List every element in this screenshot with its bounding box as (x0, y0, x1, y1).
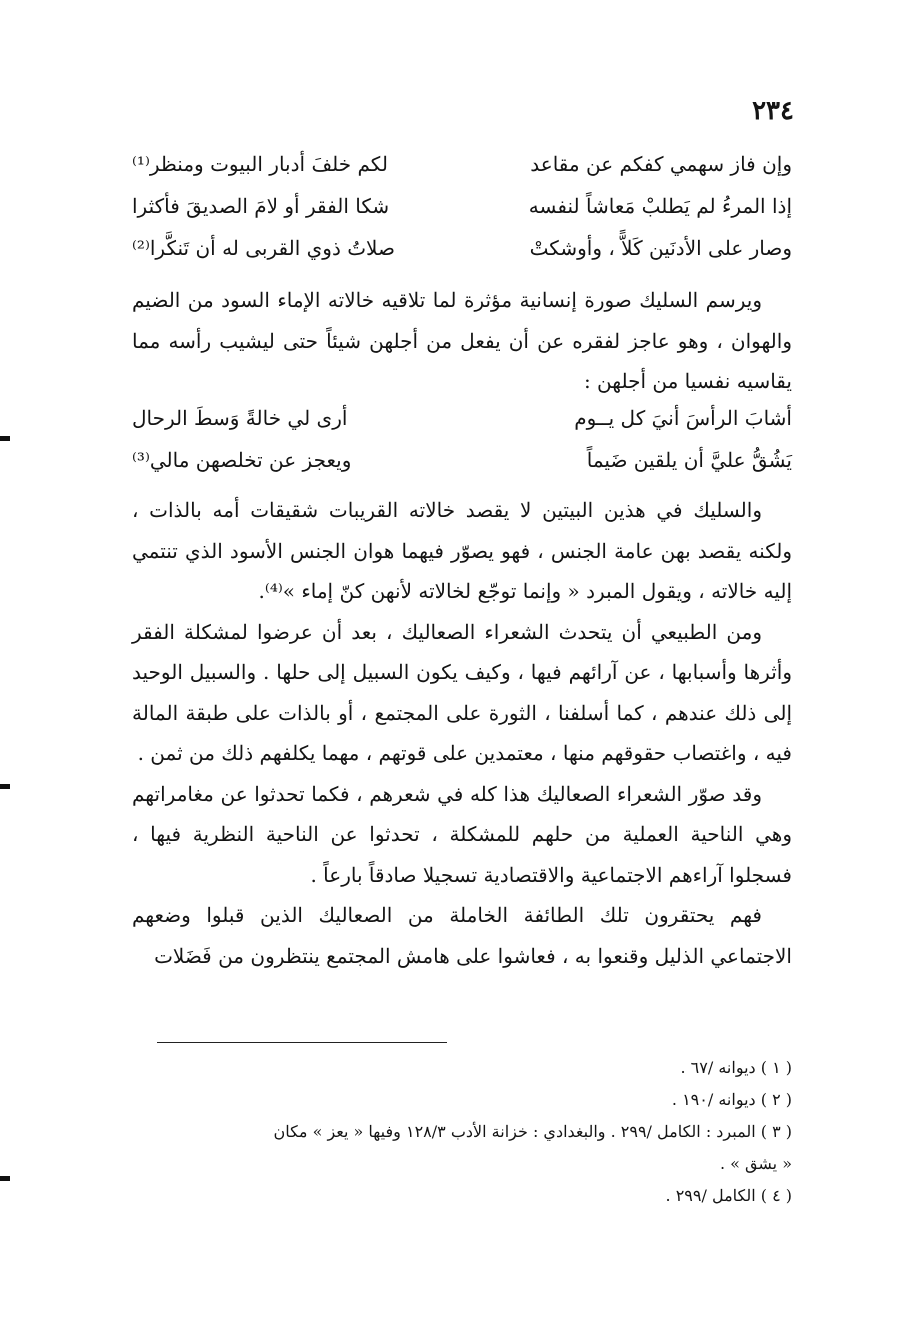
footnote-2: ( ٢ ) ديوانه /١٩٠ . (671, 1090, 792, 1109)
verse-hemistich-right: إذا المرءُ لم يَطلبْ مَعاشاً لنفسه (528, 194, 792, 218)
footnote-3-continued: « يشق » . (720, 1154, 792, 1173)
verse-hemistich-right: وصار على الأدنَين كَلاًّ ، وأوشكتْ (529, 236, 792, 260)
verse-hemistich-left: ويعجز عن تخلصهن مالي⁽³⁾ (132, 448, 352, 472)
verse-block-middle (132, 406, 792, 490)
paragraph-4: وقد صوّر الشعراء الصعاليك هذا كله في شعرهم ، فكما تحدثوا عن مغامراتهم وهي الناحية العملية من حلهم للمشكلة ، تحدثوا عن الناحية النظرية فيها ، فسجلوا آراءهم الاجتماعية والاقتصادية تسجيلا صادقاً بارعاً . (132, 781, 792, 887)
footnote-3: ( ٣ ) المبرد : الكامل /٢٩٩ . والبغدادي : خزانة الأدب ١٢٨/٣ وفيها « يعز » مكان (273, 1122, 792, 1141)
footnote-separator (157, 1042, 447, 1043)
verse-hemistich-left: لكم خلفَ أدبار البيوت ومنظر⁽¹⁾ (132, 152, 388, 176)
verse-hemistich-left: أرى لي خالةً وَسطَ الرحال (132, 406, 348, 430)
verse-line (132, 194, 792, 236)
paragraph-3: ومن الطبيعي أن يتحدث الشعراء الصعاليك ، بعد أن عرضوا لمشكلة الفقر وأثرها وأسبابها ، عن آرائهم فيها ، وكيف يكون السبيل إلى حلها . والسبيل الوحيد إلى ذلك عندهم ، كما أسلفنا ، الثورة على المجتمع ، أو بالذات على طبقة المالة فيه ، واغتصاب حقوقهم منها ، معتمدين على قوتهم ، مهما يكلفهم ذلك من ثمن . (132, 619, 792, 765)
scan-edge-mark (0, 436, 10, 441)
paragraph-2: والسليك في هذين البيتين لا يقصد خالاته القريبات شقيقات أمه بالذات ، ولكنه يقصد بهن عامة الجنس ، فهو يصوّر فيهما هوان الجنس الأسود الذي تنتمي إليه خالاته ، ويقول المبرد « وإنما توجّع لخالاته لأنهن كنّ إماء »⁽⁴⁾. (132, 498, 792, 603)
verse-line (132, 236, 792, 278)
footnotes (132, 1052, 792, 1212)
scan-edge-mark (0, 1176, 10, 1181)
footnote-1: ( ١ ) ديوانه /٦٧ . (680, 1058, 792, 1077)
verse-line (132, 448, 792, 490)
paragraph-text: ويرسم السليك صورة إنسانية مؤثرة لما تلاقيه خالاته الإماء السود من الضيم والهوان ، وهو عاجز لفقره عن أن يفعل من أجلهن شيئاً حتى ليشيب رأسه مما يقاسيه نفسيا من أجلهن : (132, 288, 792, 393)
verse-hemistich-right: يَشُقُّ عليَّ أن يلقين ضَيماً (586, 448, 792, 472)
verse-line (132, 406, 792, 448)
paragraph-5: فهم يحتقرون تلك الطائفة الخاملة من الصعاليك الذين قبلوا وضعهم الاجتماعي الذليل وقنعوا به ، فعاشوا على هامش المجتمع ينتظرون من فَضَلات (132, 903, 792, 968)
page-number: ٢٣٤ (752, 96, 794, 126)
verse-block-top (132, 152, 792, 278)
verse-hemistich-left: صلاتُ ذوي القربى له أن تَنكَّرا⁽²⁾ (132, 236, 395, 260)
scan-edge-mark (0, 784, 10, 789)
footnote-4: ( ٤ ) الكامل /٢٩٩ . (665, 1186, 792, 1205)
verse-hemistich-right: أشابَ الرأسَ أنيَ كل يــوم (574, 406, 792, 430)
paragraph-1 (132, 280, 792, 402)
verse-hemistich-right: وإن فاز سهمي كفكم عن مقاعد (530, 152, 792, 176)
verse-line (132, 152, 792, 194)
verse-hemistich-left: شكا الفقر أو لامَ الصديقَ فأكثرا (132, 194, 390, 218)
body-text (132, 490, 792, 976)
